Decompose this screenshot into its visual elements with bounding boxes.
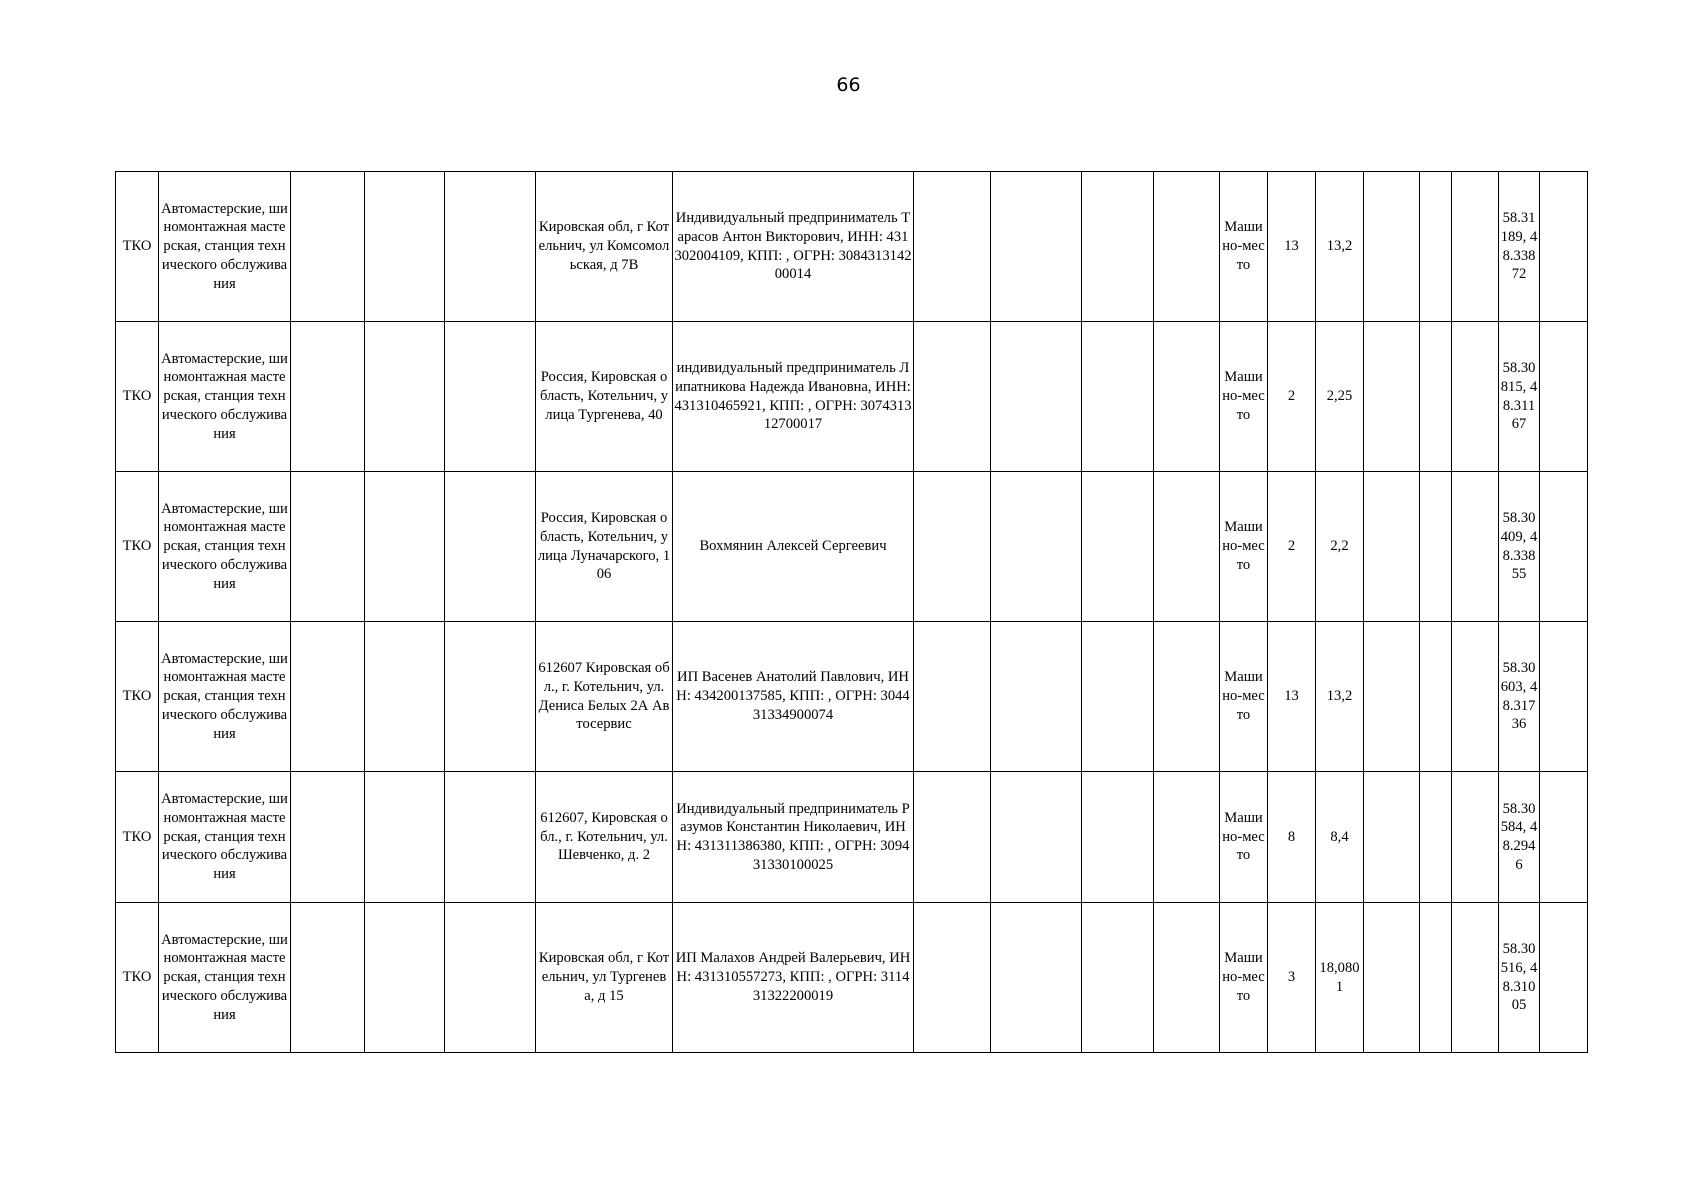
empty-cell [1452,772,1499,903]
empty-cell [1154,772,1220,903]
coords-cell: 58.30584, 48.2946 [1499,772,1540,903]
table-row [116,772,1588,903]
empty-cell [914,622,991,772]
empty-cell [1154,622,1220,772]
empty-cell [914,172,991,322]
empty-cell [365,903,445,1053]
empty-cell [1364,903,1420,1053]
waste-type-cell: ТКО [116,622,159,772]
empty-cell [991,322,1082,472]
category-cell: Автомастерские, шиномонтажная мастерская, станция технического обслуживания [159,903,291,1053]
empty-cell [1364,772,1420,903]
empty-cell [991,622,1082,772]
empty-cell [914,772,991,903]
category-cell: Автомастерские, шиномонтажная мастерская, станция технического обслуживания [159,322,291,472]
address-cell: Кировская обл, г Котельнич, ул Комсомольская, д 7В [536,172,673,322]
empty-cell [365,772,445,903]
owner-cell: индивидуальный предприниматель Липатникова Надежда Ивановна, ИНН: 431310465921, КПП: , ОГРН: 307431312700017 [673,322,914,472]
volume-cell: 2,25 [1316,322,1364,472]
empty-cell [914,472,991,622]
empty-cell [445,903,536,1053]
empty-cell [291,322,365,472]
empty-cell [1082,172,1154,322]
empty-cell [1540,772,1588,903]
empty-cell [445,322,536,472]
empty-cell [445,472,536,622]
empty-cell [1154,903,1220,1053]
empty-cell [1452,322,1499,472]
page-number: 66 [836,74,861,96]
volume-cell: 13,2 [1316,172,1364,322]
empty-cell [1154,322,1220,472]
volume-cell: 8,4 [1316,772,1364,903]
count-cell: 3 [1268,903,1316,1053]
address-cell: Россия, Кировская область, Котельнич, улица Луначарского, 106 [536,472,673,622]
empty-cell [1082,472,1154,622]
empty-cell [291,622,365,772]
category-cell: Автомастерские, шиномонтажная мастерская, станция технического обслуживания [159,172,291,322]
unit-cell: Машино-место [1220,472,1268,622]
empty-cell [1452,472,1499,622]
address-cell: 612607 Кировская обл., г. Котельнич, ул. Дениса Белых 2А Автосервис [536,622,673,772]
count-cell: 2 [1268,322,1316,472]
table-row [116,322,1588,472]
empty-cell [1082,903,1154,1053]
empty-cell [365,472,445,622]
empty-cell [365,622,445,772]
empty-cell [291,472,365,622]
empty-cell [991,903,1082,1053]
empty-cell [1364,622,1420,772]
empty-cell [1452,622,1499,772]
empty-cell [1154,472,1220,622]
count-cell: 8 [1268,772,1316,903]
coords-cell: 58.31189, 48.33872 [1499,172,1540,322]
owner-cell: Индивидуальный предприниматель Тарасов Антон Викторович, ИНН: 431302004109, КПП: , ОГРН: 308431314200014 [673,172,914,322]
category-cell: Автомастерские, шиномонтажная мастерская, станция технического обслуживания [159,622,291,772]
empty-cell [1364,322,1420,472]
empty-cell [1452,172,1499,322]
empty-cell [365,322,445,472]
unit-cell: Машино-место [1220,322,1268,472]
empty-cell [1420,322,1452,472]
empty-cell [914,903,991,1053]
count-cell: 2 [1268,472,1316,622]
volume-cell: 13,2 [1316,622,1364,772]
volume-cell: 2,2 [1316,472,1364,622]
unit-cell: Машино-место [1220,622,1268,772]
waste-sources-table [115,171,1588,1053]
empty-cell [991,472,1082,622]
empty-cell [1540,622,1588,772]
empty-cell [1364,172,1420,322]
empty-cell [1540,472,1588,622]
category-cell: Автомастерские, шиномонтажная мастерская, станция технического обслуживания [159,472,291,622]
empty-cell [445,772,536,903]
table-row [116,472,1588,622]
empty-cell [914,322,991,472]
empty-cell [1420,472,1452,622]
owner-cell: Вохмянин Алексей Сергеевич [673,472,914,622]
coords-cell: 58.30516, 48.31005 [1499,903,1540,1053]
empty-cell [1540,172,1588,322]
empty-cell [1540,322,1588,472]
address-cell: Россия, Кировская область, Котельнич, улица Тургенева, 40 [536,322,673,472]
count-cell: 13 [1268,172,1316,322]
empty-cell [1420,622,1452,772]
waste-type-cell: ТКО [116,472,159,622]
waste-type-cell: ТКО [116,172,159,322]
empty-cell [1420,772,1452,903]
address-cell: Кировская обл, г Котельнич, ул Тургенева, д 15 [536,903,673,1053]
empty-cell [1082,772,1154,903]
unit-cell: Машино-место [1220,772,1268,903]
empty-cell [365,172,445,322]
count-cell: 13 [1268,622,1316,772]
table-row [116,172,1588,322]
empty-cell [291,903,365,1053]
table-row [116,903,1588,1053]
empty-cell [991,172,1082,322]
volume-cell: 18,0801 [1316,903,1364,1053]
empty-cell [445,622,536,772]
waste-type-cell: ТКО [116,322,159,472]
unit-cell: Машино-место [1220,903,1268,1053]
empty-cell [291,772,365,903]
coords-cell: 58.30603, 48.31736 [1499,622,1540,772]
empty-cell [1154,172,1220,322]
empty-cell [1364,472,1420,622]
table-row [116,622,1588,772]
unit-cell: Машино-место [1220,172,1268,322]
empty-cell [1452,903,1499,1053]
owner-cell: Индивидуальный предприниматель Разумов Константин Николаевич, ИНН: 431311386380, КПП: , ОГРН: 309431330100025 [673,772,914,903]
empty-cell [1420,903,1452,1053]
waste-type-cell: ТКО [116,903,159,1053]
waste-type-cell: ТКО [116,772,159,903]
empty-cell [291,172,365,322]
empty-cell [991,772,1082,903]
owner-cell: ИП Малахов Андрей Валерьевич, ИНН: 431310557273, КПП: , ОГРН: 311431322200019 [673,903,914,1053]
coords-cell: 58.30815, 48.31167 [1499,322,1540,472]
address-cell: 612607, Кировская обл., г. Котельнич, ул. Шевченко, д. 2 [536,772,673,903]
empty-cell [1540,903,1588,1053]
empty-cell [445,172,536,322]
empty-cell [1082,622,1154,772]
empty-cell [1420,172,1452,322]
category-cell: Автомастерские, шиномонтажная мастерская, станция технического обслуживания [159,772,291,903]
empty-cell [1082,322,1154,472]
owner-cell: ИП Васенев Анатолий Павлович, ИНН: 434200137585, КПП: , ОГРН: 304431334900074 [673,622,914,772]
coords-cell: 58.30409, 48.33855 [1499,472,1540,622]
